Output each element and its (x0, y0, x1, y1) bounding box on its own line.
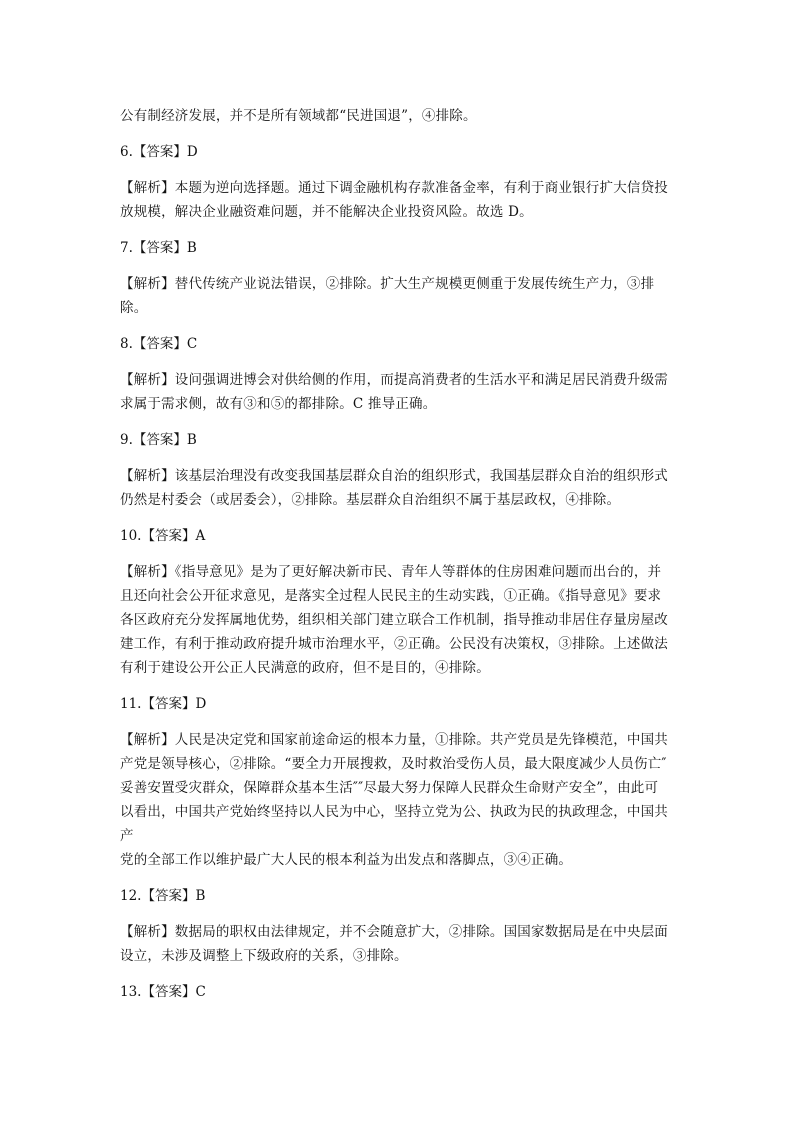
analysis-line: 【解析】人民是决定党和国家前途命运的根本力量，①排除。共产党员是先锋模范，中国共 (120, 732, 668, 748)
analysis-line: 【解析】数据局的职权由法律规定，并不会随意扩大，②排除。国国家数据局是在中央层面 (120, 924, 668, 940)
answer-line: 7.【答案】B (120, 240, 197, 256)
analysis-line: 【解析】本题为逆向选择题。通过下调金融机构存款准备金率，有利于商业银行扩大信贷投 (120, 180, 668, 196)
analysis-line: 党的全部工作以维护最广大人民的根本利益为出发点和落脚点，③④正确。 (120, 852, 573, 868)
answer-line: 9.【答案】B (120, 432, 197, 448)
analysis-line: 产党是领导核心，②排除。“要全力开展搜救，及时救治受伤人员，最大限度减少人员伤亡″ (120, 756, 667, 772)
analysis-paragraph (120, 560, 680, 680)
analysis-paragraph (120, 104, 680, 128)
analysis-line: 且还向社会公开征求意见，是落实全过程人民民主的生动实践，①正确。《指导意见》要求 (120, 588, 662, 604)
analysis-paragraph (120, 368, 680, 416)
analysis-line: 【解析】《指导意见》是为了更好解决新市民、青年人等群体的住房困难问题而出台的，并 (120, 564, 662, 580)
analysis-line: 【解析】设问强调进博会对供给侧的作用，而提高消费者的生活水平和满足居民消费升级需 (120, 372, 668, 388)
analysis-paragraph (120, 920, 680, 968)
analysis-line: 建工作，有利于推动政府提升城市治理水平，②正确。公民没有决策权，③排除。上述做法 (120, 636, 668, 652)
answer-line: 8.【答案】C (120, 336, 198, 352)
analysis-line: 公有制经济发展，并不是所有领域都“民进国退”，④排除。 (120, 108, 477, 124)
answer-line: 6.【答案】D (120, 144, 198, 160)
answer-line: 11.【答案】D (120, 696, 207, 712)
answer-analysis-content (120, 104, 680, 1004)
analysis-line: 仍然是村委会（或居委会），②排除。基层群众自治组织不属于基层政权，④排除。 (120, 492, 621, 508)
analysis-line: 以看出，中国共产党始终坚持以人民为中心，坚持立党为公、执政为民的执政理念，中国共产 (120, 804, 668, 844)
analysis-line: 有利于建设公开公正人民满意的政府，但不是目的，④排除。 (120, 660, 490, 676)
analysis-paragraph (120, 728, 680, 872)
analysis-paragraph (120, 464, 680, 512)
analysis-line: 求属于需求侧，故有③和⑤的都排除。C 推导正确。 (120, 396, 437, 412)
analysis-line: 【解析】该基层治理没有改变我国基层群众自治的组织形式，我国基层群众自治的组织形式 (120, 468, 668, 484)
analysis-paragraph (120, 272, 680, 320)
answer-line: 13.【答案】C (120, 984, 206, 1000)
answer-line: 12.【答案】B (120, 888, 206, 904)
analysis-paragraph (120, 176, 680, 224)
analysis-line: 各区政府充分发挥属地优势，组织相关部门建立联合工作机制，指导推动非居住存量房屋改 (120, 612, 668, 628)
analysis-line: 放规模，解决企业融资难问题，并不能解决企业投资风险。故选 D。 (120, 204, 533, 220)
analysis-line: 妥善安置受灾群众，保障群众基本生活″″尽最大努力保障人民群众生命财产安全”，由此可 (120, 780, 659, 796)
analysis-line: 设立，未涉及调整上下级政府的关系，③排除。 (120, 948, 408, 964)
answer-line: 10.【答案】A (120, 528, 206, 544)
analysis-line: 【解析】替代传统产业说法错误，②排除。扩大生产规模更侧重于发展传统生产力，③排除。 (120, 276, 655, 316)
